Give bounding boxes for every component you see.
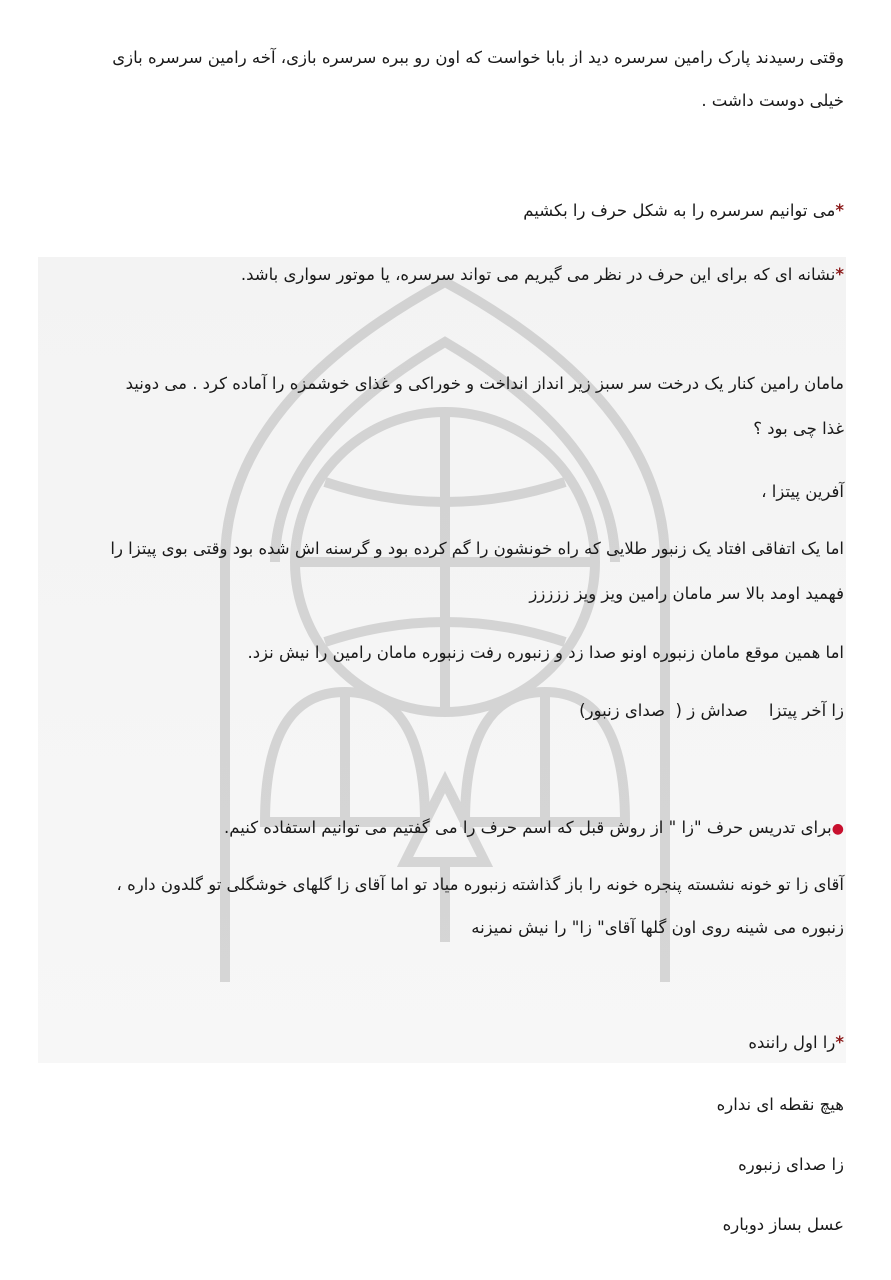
- bullet-dot-icon: ●: [831, 821, 844, 837]
- star-marker: *: [835, 201, 844, 220]
- bee-line-1: اما یک اتفاقی افتاد یک زنبور طلایی که راه خونشون را گم کرده بود و گرسنه اش شده بود وقتی بوی پیتزا را: [110, 539, 844, 558]
- poem-line-1-text: را اول راننده: [748, 1033, 836, 1052]
- poem-line-1: [748, 1031, 844, 1055]
- za-sound-line: زا آخر پیتزا صداش ز ( صدای زنبور): [579, 701, 844, 720]
- bee-line-3: اما همین موقع مامان زنبوره اونو صدا زد و زنبوره رفت زنبوره مامان رامین را نیش نزد.: [247, 643, 844, 662]
- star-marker: *: [835, 1033, 844, 1052]
- star-marker: *: [835, 265, 844, 284]
- mr-za-line-1: آقای زا تو خونه نشسته پنجره خونه را باز گذاشته زنبوره میاد تو اما آقای زا گلهای خوشگلی تو گلدون داره ،: [116, 875, 844, 894]
- bee-line-2: فهمید اومد بالا سر مامان رامین ویز ویز ززززز: [529, 584, 844, 603]
- intro-line-2: خیلی دوست داشت .: [701, 91, 844, 110]
- poem-line-4: عسل بساز دوباره: [722, 1215, 844, 1234]
- mom-line-2: غذا چی بود ؟: [753, 419, 844, 438]
- poem-line-3: زا صدای زنبوره: [738, 1155, 844, 1174]
- star-note-2: [241, 263, 844, 287]
- poem-line-2: هیچ نقطه ای نداره: [716, 1095, 844, 1114]
- mr-za-line-2: زنبوره می شینه روی اون گلها آقای" زا" را نیش نمیزنه: [471, 918, 844, 937]
- star-note-1: [523, 199, 844, 223]
- teach-line: [224, 816, 844, 841]
- teach-line-text: برای تدریس حرف "زا " از روش قبل که اسم حرف را می گفتیم می توانیم استفاده کنیم.: [224, 818, 832, 837]
- bravo-line: آفرین پیتزا ،: [761, 482, 844, 501]
- star-note-1-text: می توانیم سرسره را به شکل حرف را بکشیم: [523, 201, 836, 220]
- intro-line-1: وقتی رسیدند پارک رامین سرسره دید از بابا خواست که اون رو ببره سرسره بازی، آخه رامین سرسره بازی: [112, 48, 844, 67]
- star-note-2-text: نشانه ای که برای این حرف در نظر می گیریم می تواند سرسره، یا موتور سواری باشد.: [240, 265, 836, 284]
- mom-line-1: مامان رامین کنار یک درخت سر سبز زیر انداز انداخت و خوراکی و غذای خوشمزه را آماده کرد . می دونید: [125, 374, 844, 393]
